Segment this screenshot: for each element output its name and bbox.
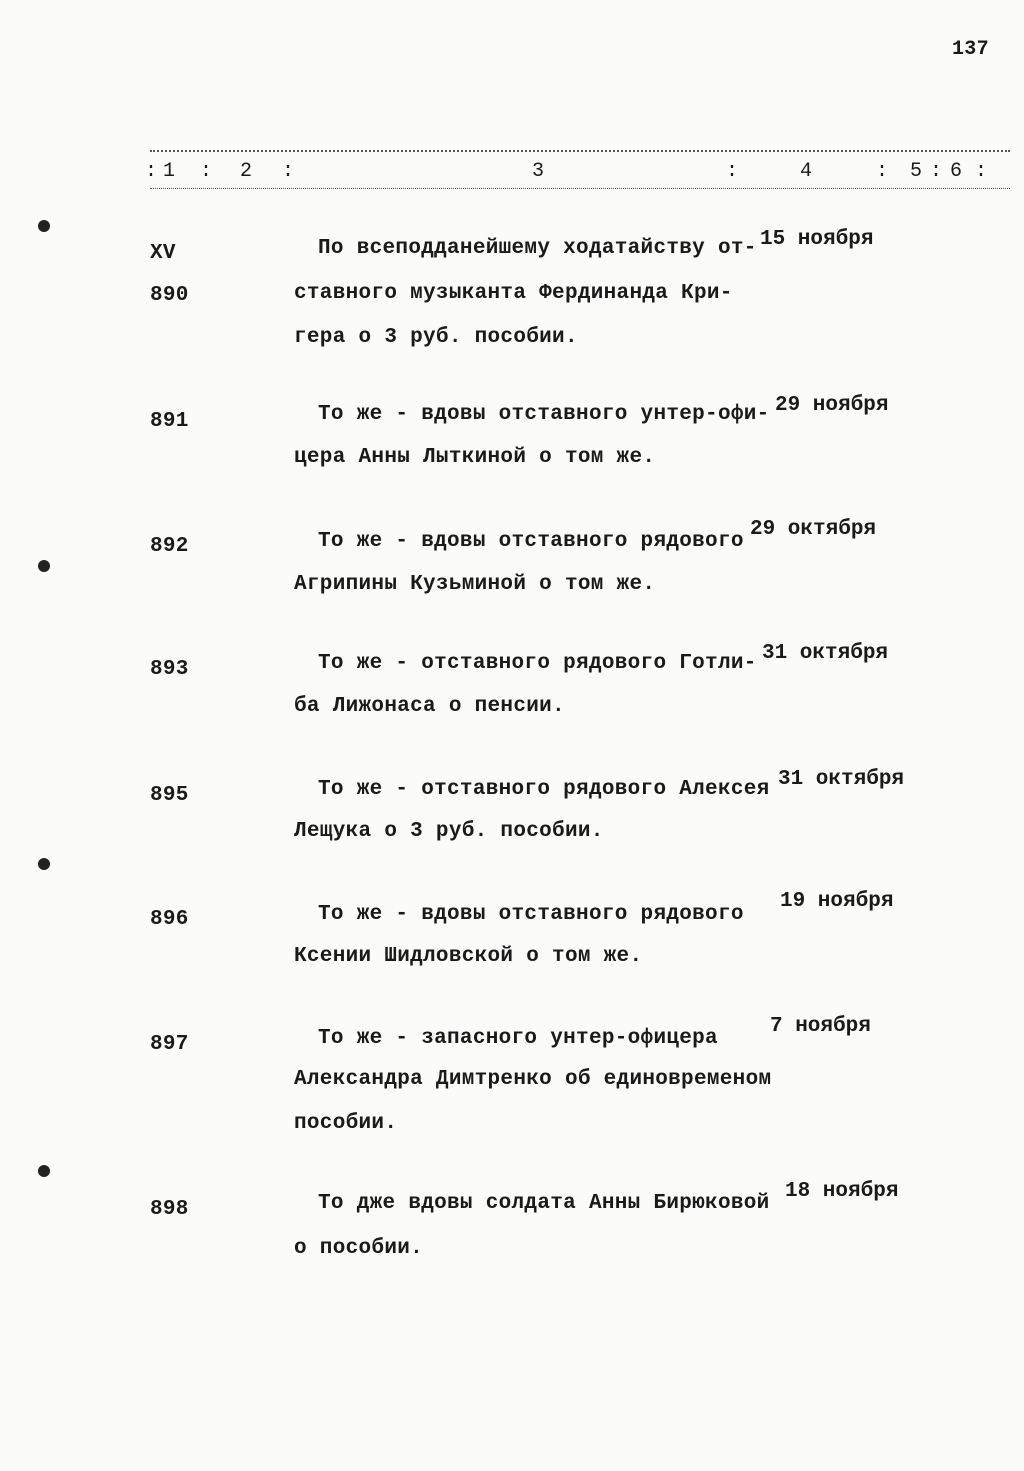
col-sep: :	[200, 160, 213, 183]
entry-number: 895	[150, 784, 189, 807]
entry-number: 890	[150, 284, 189, 307]
entry-text-line: гера о 3 руб. пособии.	[294, 326, 578, 349]
entry-date: 29 октября	[750, 518, 877, 541]
punch-hole	[38, 1165, 50, 1177]
col-header-6: 6	[950, 160, 963, 183]
col-header-2: 2	[240, 160, 253, 183]
entry-date: 18 ноября	[785, 1180, 899, 1203]
entry-number: 896	[150, 908, 189, 931]
col-sep: :	[975, 160, 988, 183]
col-header-4: 4	[800, 160, 813, 183]
entry-text-line: ставного музыканта Фердинанда Кри-	[294, 282, 733, 305]
entry-text-line: То же - отставного рядового Готли-	[318, 652, 757, 675]
entry-number: 897	[150, 1033, 189, 1056]
col-sep: :	[282, 160, 295, 183]
entry-text-line: Лещука о 3 руб. пособии.	[294, 820, 604, 843]
entry-date: 31 октября	[762, 642, 889, 665]
entry-text-line: ба Лижонаса о пенсии.	[294, 695, 565, 718]
entry-date: 29 ноября	[775, 394, 889, 417]
entry-date: 19 ноября	[780, 890, 894, 913]
entry-date: 7 ноября	[770, 1015, 871, 1038]
entry-number: 891	[150, 410, 189, 433]
col-sep: :	[930, 160, 943, 183]
punch-hole	[38, 858, 50, 870]
col-header-1: 1	[163, 160, 176, 183]
entry-text-line: То же - вдовы отставного рядового	[318, 530, 744, 553]
col-header-5: 5	[910, 160, 923, 183]
page-number: 137	[952, 38, 989, 61]
entry-text-line: То дже вдовы солдата Анны Бирюковой	[318, 1192, 770, 1215]
entry-text-line: цера Анны Лыткиной о том же.	[294, 446, 656, 469]
entry-text-line: По всеподданейшему ходатайству от-	[318, 237, 757, 260]
entry-number: 892	[150, 535, 189, 558]
entry-number: 898	[150, 1198, 189, 1221]
punch-hole	[38, 220, 50, 232]
col-sep: :	[876, 160, 889, 183]
entry-text-line: пособии.	[294, 1112, 398, 1135]
entry-date: 31 октября	[778, 768, 905, 791]
entry-text-line: То же - запасного унтер-офицера	[318, 1027, 718, 1050]
entry-marker: XV	[150, 242, 176, 265]
entry-text-line: Агрипины Кузьминой о том же.	[294, 573, 656, 596]
entry-text-line: Александра Димтренко об единовременом	[294, 1068, 772, 1091]
punch-hole	[38, 560, 50, 572]
col-sep: :	[145, 160, 158, 183]
entry-text-line: То же - вдовы отставного унтер-офи-	[318, 403, 770, 426]
header-rule-bottom	[150, 188, 1010, 189]
entry-text-line: Ксении Шидловской о том же.	[294, 945, 643, 968]
entry-number: 893	[150, 658, 189, 681]
entry-text-line: То же - отставного рядового Алексея	[318, 778, 770, 801]
header-rule-top	[150, 150, 1010, 152]
entry-date: 15 ноября	[760, 228, 874, 251]
col-sep: :	[726, 160, 739, 183]
entry-text-line: о пособии.	[294, 1237, 424, 1260]
entry-text-line: То же - вдовы отставного рядового	[318, 903, 744, 926]
col-header-3: 3	[532, 160, 545, 183]
